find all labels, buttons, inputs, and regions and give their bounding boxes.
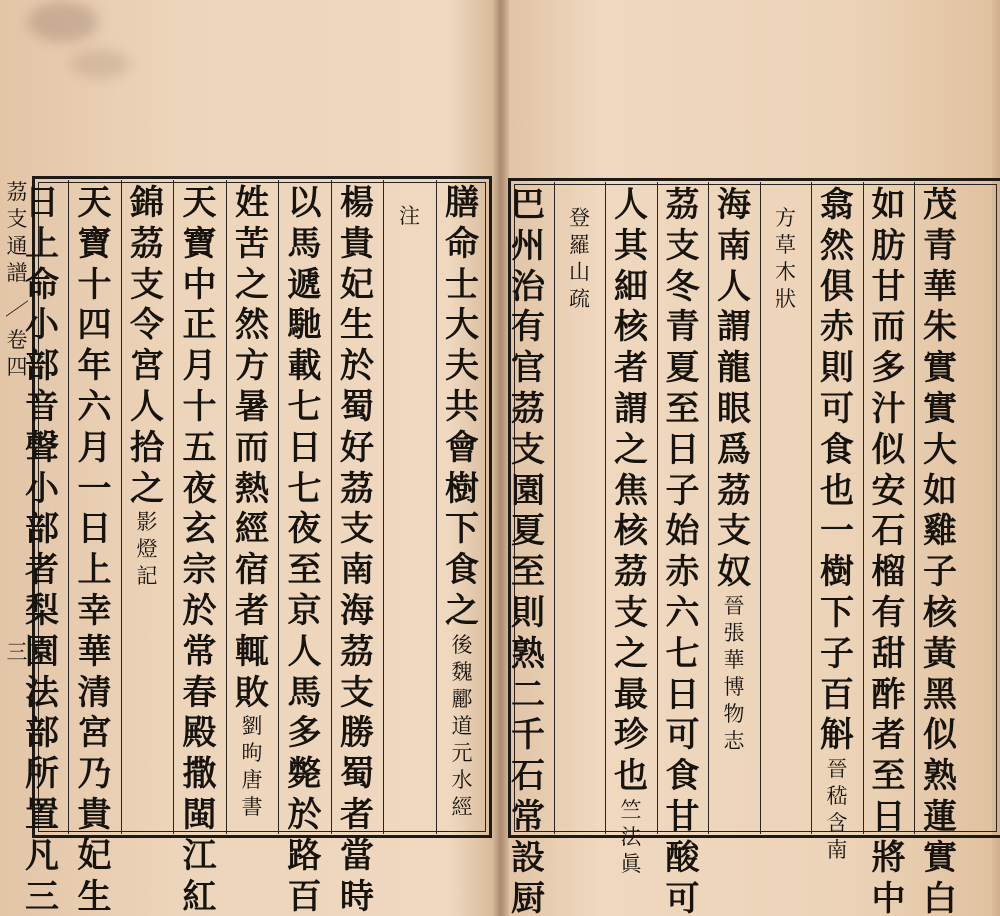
column-rule <box>68 180 69 834</box>
column-rule <box>173 180 174 834</box>
annotation-column: 晉 張 華 博 物 志 <box>723 594 745 753</box>
column-rule <box>436 180 437 834</box>
book-gutter <box>493 0 509 916</box>
text-column: 如 肪 甘 而 多 汁 似 安 石 榴 有 甜 酢 者 至 日 將 中 <box>871 185 906 916</box>
column-rule <box>914 182 915 834</box>
column-rule <box>657 182 658 834</box>
text-column: 膳 命 士 大 夫 共 會 樹 下 食 之 <box>445 183 479 631</box>
annotation-column: 晉 嵇 含 南 <box>826 757 848 863</box>
page-number: 三 <box>6 640 28 664</box>
column-rule <box>226 180 227 834</box>
text-column: 天 寶 中 正 月 十 五 夜 玄 宗 於 常 春 殿 撒 閩 江 紅 <box>182 183 217 916</box>
annotation-column: 竺 法 眞 <box>620 798 642 876</box>
text-column: 茂 青 華 朱 實 實 大 如 雞 子 核 黃 黑 似 熟 蓮 實 白 <box>923 185 957 916</box>
text-column: 天 寶 十 四 年 六 月 一 日 上 幸 華 清 宮 乃 貴 妃 生 <box>77 183 112 916</box>
stain <box>28 2 98 42</box>
column-rule <box>331 180 332 834</box>
column-rule <box>383 180 384 834</box>
book-title: 茘 支 通 譜 <box>6 180 28 285</box>
column-rule <box>708 182 709 834</box>
annotation-column: 後 魏 酈 道 元 水 經 <box>451 632 473 819</box>
volume-number: 卷 四 <box>6 328 28 379</box>
text-column: 錦 茘 支 令 宮 人 拾 之 <box>130 183 164 509</box>
column-rule <box>278 180 279 834</box>
text-column: 翕 然 俱 赤 則 可 食 也 一 樹 下 子 百 斛 <box>820 185 854 756</box>
text-column: 巴 州 治 有 官 茘 支 園 夏 至 則 熟 二 千 石 常 設 厨 <box>511 185 545 916</box>
text-column: 日 上 命 小 部 音 聲 小 部 者 梨 園 法 部 所 置 凡 三 <box>25 183 59 916</box>
column-rule <box>121 180 122 834</box>
annotation-column: 注 <box>399 204 420 228</box>
annotation-column: 影 燈 記 <box>136 510 158 589</box>
annotation-column: 劉 昫 唐 書 <box>241 714 263 820</box>
column-rule <box>863 182 864 834</box>
text-column: 人 其 細 核 者 謂 之 焦 核 茘 支 之 最 珍 也 <box>614 185 648 797</box>
column-rule <box>605 182 606 834</box>
stain <box>70 50 130 78</box>
text-column: 楊 貴 妃 生 於 蜀 好 茘 支 南 海 茘 支 勝 蜀 者 當 時 <box>340 183 374 916</box>
column-rule <box>554 182 555 834</box>
text-column: 姓 苦 之 然 方 暑 而 熱 經 宿 者 輒 敗 <box>235 183 269 713</box>
text-column: 海 南 人 謂 龍 眼 爲 茘 支 奴 <box>717 185 751 593</box>
text-column: 以 馬 遞 馳 載 七 日 七 夜 至 京 人 馬 多 斃 於 路 百 <box>287 183 322 916</box>
annotation-column: 方 草 木 狀 <box>775 206 796 311</box>
text-column: 茘 支 冬 青 夏 至 日 子 始 赤 六 七 日 可 食 甘 酸 可 <box>665 185 700 916</box>
column-rule <box>760 182 761 834</box>
column-rule <box>811 182 812 834</box>
annotation-column: 登 羅 山 疏 <box>569 206 590 311</box>
